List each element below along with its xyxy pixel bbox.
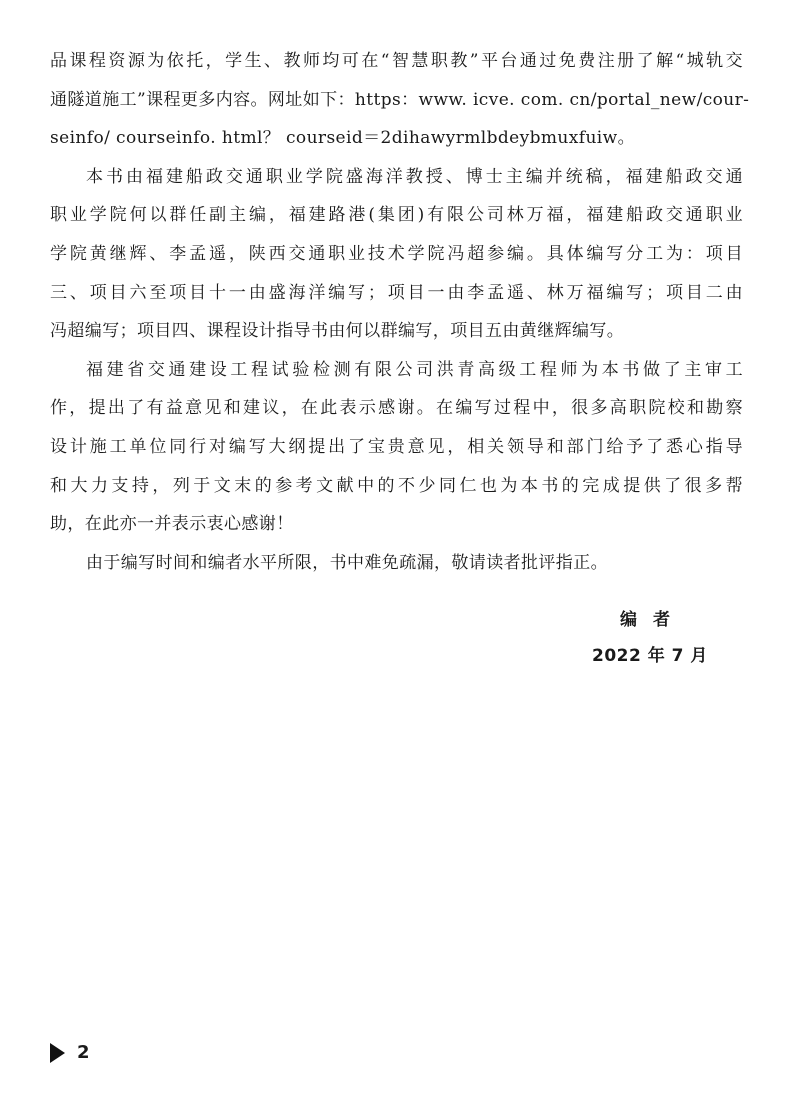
paragraph-2-line-4: 三、项目六至项目十一由盛海洋编写；项目一由李孟遥、林万福编写；项目二由	[50, 282, 743, 303]
signature-author: 编者	[620, 610, 686, 630]
paragraph-3-line-4: 和大力支持，列于文末的参考文献中的不少同仁也为本书的完成提供了很多帮	[50, 475, 743, 496]
paragraph-2-line-2: 职业学院何以群任副主编，福建路港(集团)有限公司林万福，福建船政交通职业	[50, 205, 743, 226]
paragraph-3-line-3: 设计施工单位同行对编写大纲提出了宝贵意见，相关领导和部门给予了悉心指导	[50, 436, 743, 457]
triangle-right-icon	[50, 1043, 65, 1063]
paragraph-2-line-5: 冯超编写；项目四、课程设计指导书由何以群编写，项目五由黄继辉编写。	[50, 321, 625, 342]
paragraph-3-line-2: 作，提出了有益意见和建议，在此表示感谢。在编写过程中，很多高职院校和勘察	[50, 398, 743, 419]
paragraph-4-line-1: 由于编写时间和编者水平所限，书中难免疏漏，敬请读者批评指正。	[86, 552, 608, 573]
paragraph-3-line-1: 福建省交通建设工程试验检测有限公司洪青高级工程师为本书做了主审工	[86, 359, 743, 380]
paragraph-1-line-2: 通隧道施工”课程更多内容。网址如下：https：www. icve. com. cn/portal_new/cour-	[50, 89, 750, 110]
page-footer	[50, 1042, 90, 1063]
signature-date: 2022 年 7 月	[592, 646, 708, 666]
paragraph-3-line-5: 助，在此亦一并表示衷心感谢！	[50, 514, 294, 535]
page-number: 2	[77, 1042, 90, 1063]
signature-block	[592, 606, 708, 670]
preface-body	[50, 50, 750, 590]
paragraph-1-line-1: 品课程资源为依托，学生、教师均可在“智慧职教”平台通过免费注册了解“城轨交	[50, 51, 743, 71]
paragraph-2-line-1: 本书由福建船政交通职业学院盛海洋教授、博士主编并统稿，福建船政交通	[86, 166, 743, 187]
paragraph-1-line-3: seinfo/ courseinfo. html？ courseid＝2dihawyrmlbdeybmuxfuiw。	[50, 128, 635, 149]
paragraph-2-line-3: 学院黄继辉、李孟遥，陕西交通职业技术学院冯超参编。具体编写分工为：项目	[50, 243, 743, 264]
